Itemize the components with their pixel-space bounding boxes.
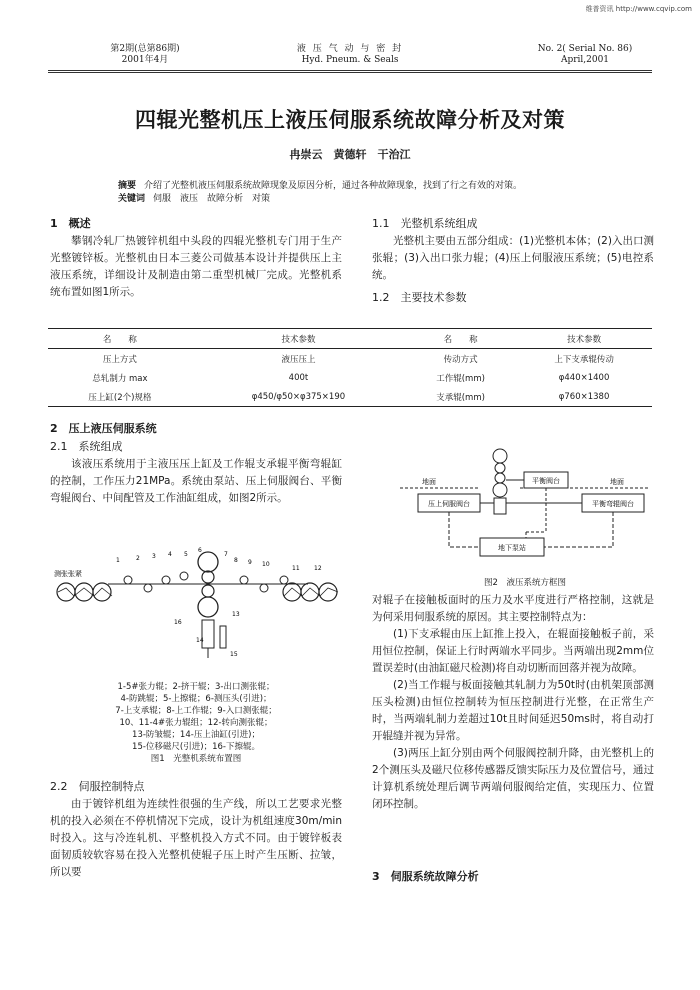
right-paragraph-4: (3)两压上缸分别由两个伺服阀控制升降，由光整机上的2个测压头及磁尺位移传感器反馈实际压力及位置信号，通过计算机系统处理后调节两端伺服阀给定值，实现压力、位置闭环控制。 bbox=[372, 747, 654, 810]
section-1-1-heading: 1.1 光整机系统组成 bbox=[372, 217, 478, 230]
table-row bbox=[48, 368, 652, 387]
watermark: 维普资讯 http://www.cqvip.com bbox=[585, 5, 692, 13]
abstract-label: 摘要 bbox=[118, 181, 137, 191]
section-3-heading: 3 伺服系统故障分析 bbox=[372, 870, 479, 883]
backup-roll-icon bbox=[493, 449, 507, 463]
header-left bbox=[90, 44, 200, 66]
table-header-cell: 技术参数 bbox=[516, 329, 652, 349]
journal-name-en: Hyd. Pneum. & Seals bbox=[301, 55, 399, 65]
fig2-ground-right: 地面 bbox=[610, 478, 624, 486]
table-cell: 压上方式 bbox=[102, 354, 137, 365]
table-cell: 上下支承辊传动 bbox=[554, 354, 614, 365]
table-cell: 400t bbox=[288, 372, 309, 383]
header-date: 2001年4月 bbox=[121, 55, 169, 65]
tension-roll bbox=[75, 583, 93, 601]
small-roll bbox=[240, 576, 248, 584]
part-number: 2 bbox=[136, 555, 140, 562]
lower-backup-roll bbox=[198, 597, 218, 617]
section-1-2-heading: 1.2 主要技术参数 bbox=[372, 291, 467, 304]
magnetic-scale bbox=[220, 626, 226, 648]
small-roll bbox=[180, 572, 188, 580]
small-roll bbox=[260, 584, 268, 592]
small-roll bbox=[144, 584, 152, 592]
header-rule-2 bbox=[48, 72, 652, 73]
part-number: 9 bbox=[248, 559, 252, 566]
fig1-left-label: 测张张紧 bbox=[54, 570, 82, 578]
figure-1-caption: 图1 光整机系统布置图 bbox=[150, 754, 242, 764]
tension-roll bbox=[319, 583, 337, 601]
box-label: 地下泵站 bbox=[498, 544, 526, 552]
legend-line: 4-防跳辊；5-上擦辊；6-测压头(引进)； bbox=[120, 694, 272, 704]
legend-line: 1-5#张力辊；2-挤干辊；3-出口测张辊； bbox=[117, 682, 275, 692]
part-number: 6 bbox=[198, 547, 202, 554]
table-header-cell: 名 称 bbox=[48, 329, 192, 349]
right-paragraph-1: 对辊子在接触板面时的压力及水平度进行严格控制，这就是为何采用伺服系统的原因。其主要控制特点为： bbox=[372, 594, 654, 623]
part-number: 1 bbox=[116, 557, 120, 564]
small-roll bbox=[124, 576, 132, 584]
right-paragraph-2: (1)下支承辊由压上缸推上投入，在辊面接触板子前，采用恒位控制，保证上行时两端水平同步。当两端出现2mm位置误差时(由油缸磁尺检测)将自动切断而回落并视为故障。 bbox=[372, 628, 654, 674]
table-header-cell: 技术参数 bbox=[192, 329, 405, 349]
legend-line: 10、11-4#张力辊组；12-转向测张辊； bbox=[119, 718, 273, 728]
legend-line: 13-防皱辊；14-压上油缸(引进)； bbox=[132, 730, 260, 740]
abstract bbox=[118, 180, 618, 206]
table-cell: 压上缸(2个)规格 bbox=[48, 387, 192, 407]
right-column-text bbox=[372, 592, 654, 813]
figure-2-diagram bbox=[400, 446, 650, 570]
part-number: 12 bbox=[314, 565, 322, 572]
tension-roll bbox=[283, 583, 301, 601]
tension-roll bbox=[57, 583, 75, 601]
table-header-cell: 名 称 bbox=[405, 329, 516, 349]
work-roll-icon bbox=[495, 473, 505, 483]
part-number: 14 bbox=[196, 637, 204, 644]
part-number: 13 bbox=[232, 611, 240, 618]
box-label: 压上伺服阀台 bbox=[428, 500, 470, 508]
lower-work-roll bbox=[202, 585, 214, 597]
header-month: April,2001 bbox=[560, 55, 610, 65]
journal-name-cn: 液 压 气 动 与 密 封 bbox=[296, 44, 404, 54]
small-roll bbox=[280, 576, 288, 584]
part-number: 5 bbox=[184, 551, 188, 558]
table-cell: 传动方式 bbox=[443, 354, 478, 365]
tech-params-table bbox=[48, 328, 652, 407]
box-label: 平衡阀台 bbox=[532, 477, 560, 485]
upper-backup-roll bbox=[198, 552, 218, 572]
fig2-ground-left: 地面 bbox=[422, 478, 436, 486]
table-cell: 工作辊(mm) bbox=[436, 373, 485, 384]
section-2-heading: 2 压上液压伺服系统 bbox=[50, 422, 157, 435]
table-row bbox=[48, 387, 652, 407]
figure-2-caption: 图2 液压系统方框图 bbox=[484, 578, 566, 588]
upper-work-roll bbox=[202, 571, 214, 583]
section-1-paragraph: 攀钢冷轧厂热镀锌机组中头段的四辊光整机专门用于生产光整镀锌板。光整机由日本三菱公司做基本设计并提供压上主液压系统，详细设计及制造由第二重型机械厂完成。光整机系统布置如图1所示。 bbox=[50, 235, 342, 298]
part-number: 3 bbox=[152, 553, 156, 560]
table-cell: φ760×1380 bbox=[516, 387, 652, 407]
part-number: 4 bbox=[168, 551, 172, 558]
table-cell: 支承辊(mm) bbox=[405, 387, 516, 407]
section-2-1-paragraph: 该液压系统用于主液压压上缸及工作辊支承辊平衡弯辊缸的控制，工作压力21MPa。系统由泵站、压上伺服阀台、平衡弯辊阀台、中间配管及工作油缸组成，如图2所示。 bbox=[50, 458, 342, 504]
part-number: 10 bbox=[262, 561, 270, 568]
table-cell: 液压压上 bbox=[281, 354, 316, 365]
section-1-1-paragraph: 光整机主要由五部分组成：(1)光整机本体；(2)入出口测张辊；(3)入出口张力辊；(4)压上伺服液压系统；(5)电控系统。 bbox=[372, 235, 654, 281]
abstract-text: 介绍了光整机液压伺服系统故障现象及原因分析，通过各种故障现象，找到了行之有效的对策。 bbox=[144, 181, 523, 191]
part-number: 16 bbox=[174, 619, 182, 626]
legend-line: 7-上支承辊；8-上工作辊；9-入口测张辊； bbox=[115, 706, 277, 716]
header-issue: 第2期(总第86期) bbox=[110, 44, 180, 54]
header-right bbox=[520, 44, 650, 66]
table-cell: φ440×1400 bbox=[558, 372, 610, 383]
figure-1-legend bbox=[48, 681, 344, 765]
right-paragraph-3: (2)当工作辊与板面接触其轧制力为50t时(由机架顶部测压头检测)由恒位控制转为恒压控制进行光整，在正常生产时，当两端轧制力差超过10t且时间延迟50ms时，将自动打开辊缝并视为异常。 bbox=[372, 679, 654, 742]
section-2-2-paragraph: 由于镀锌机组为连续性很强的生产线，所以工艺要求光整机的投入必须在不停机情况下完成，设计为机组速度30m/min时投入。这与冷连轧机、平整机投入方式不同。由于镀锌板表面韧质较软容易在投入光整机使辊子压上时产生压断、拉皱，所以要 bbox=[50, 798, 342, 878]
table-row bbox=[48, 349, 652, 369]
part-number: 15 bbox=[230, 651, 238, 658]
authors: 冉崇云 黄德轩 干治江 bbox=[289, 148, 411, 161]
backup-roll-icon bbox=[493, 483, 507, 497]
section-1-heading: 1 概述 bbox=[50, 217, 91, 230]
header-serial: No. 2( Serial No. 86) bbox=[537, 44, 633, 54]
box-label: 平衡弯辊阀台 bbox=[592, 500, 634, 508]
header-rule bbox=[48, 70, 652, 71]
table-cell: φ450/φ50×φ375×190 bbox=[192, 387, 405, 407]
part-number: 7 bbox=[224, 551, 228, 558]
keywords-text: 伺服 液压 故障分析 对策 bbox=[153, 194, 271, 204]
keywords-label: 关键词 bbox=[118, 194, 146, 204]
figure-1-diagram bbox=[48, 546, 344, 678]
work-roll-icon bbox=[495, 463, 505, 473]
part-number: 8 bbox=[234, 557, 238, 564]
pressure-cylinder bbox=[202, 620, 214, 648]
paper-title: 四辊光整机压上液压伺服系统故障分析及对策 bbox=[135, 108, 565, 132]
tension-roll bbox=[301, 583, 319, 601]
header-center bbox=[240, 44, 460, 66]
table-cell: 总轧制力 max bbox=[92, 373, 148, 384]
legend-line: 15-位移磁尺(引进)；16-下擦辊。 bbox=[132, 742, 260, 752]
small-roll bbox=[162, 576, 170, 584]
tension-roll bbox=[93, 583, 111, 601]
table-header-row bbox=[48, 329, 652, 349]
part-number: 11 bbox=[292, 565, 300, 572]
section-2-1-heading: 2.1 系统组成 bbox=[50, 440, 123, 453]
section-2-2-heading: 2.2 伺服控制特点 bbox=[50, 780, 145, 793]
